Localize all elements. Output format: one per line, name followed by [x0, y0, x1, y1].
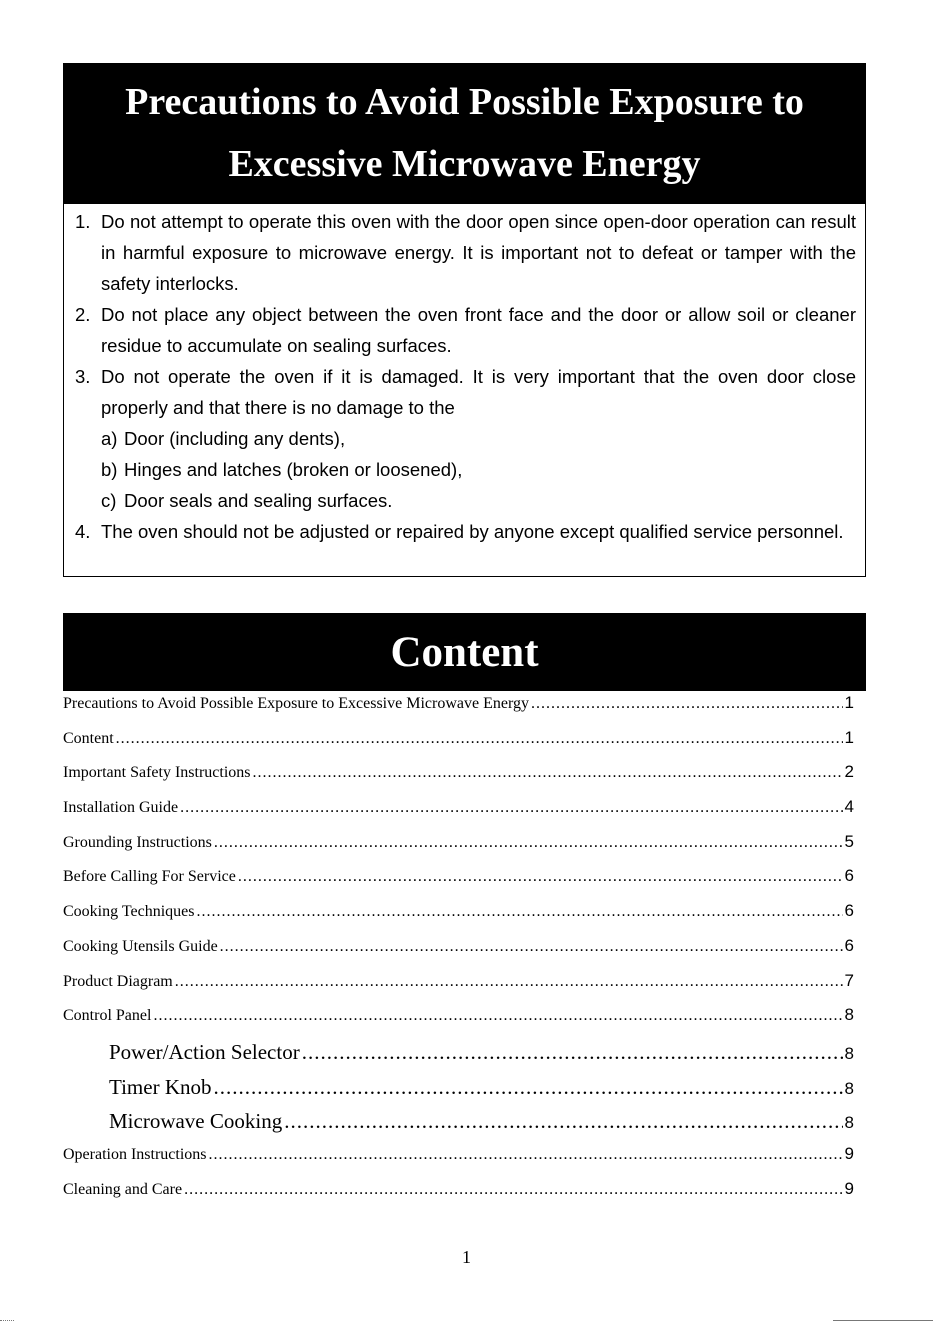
- toc-entry-page: 9: [844, 1143, 854, 1163]
- toc-entry-title: Installation Guide: [63, 799, 179, 817]
- toc-entry[interactable]: [63, 728, 854, 763]
- toc-entry[interactable]: [63, 901, 854, 936]
- subitem-text: Hinges and latches (broken or loosened),: [124, 459, 463, 480]
- toc-leader-dots: [531, 695, 843, 713]
- toc-subentry[interactable]: [63, 1075, 854, 1110]
- toc-entry[interactable]: [63, 1179, 854, 1214]
- toc-entry-page: 6: [844, 935, 854, 955]
- precautions-title-banner: [63, 63, 866, 204]
- toc-leader-dots: [209, 1146, 843, 1164]
- scan-edge-mark-left: [0, 1320, 14, 1321]
- toc-entry-page: 8: [844, 1113, 854, 1133]
- toc-entry-title: Power/Action Selector: [109, 1039, 300, 1064]
- page-number: 1: [462, 1247, 471, 1267]
- toc-entry-page: 1: [844, 693, 854, 712]
- precaution-item-3: [64, 361, 856, 516]
- toc-entry[interactable]: [63, 797, 854, 832]
- subitem-label: a): [101, 428, 118, 449]
- toc-entry-page: 6: [844, 866, 854, 886]
- toc-leader-dots: [220, 938, 843, 956]
- toc-entry-page: 4: [844, 797, 854, 817]
- toc-entry-page: 5: [844, 831, 854, 851]
- toc-entry[interactable]: [63, 762, 854, 797]
- table-of-contents: [63, 693, 854, 1213]
- toc-entry[interactable]: [63, 1005, 854, 1040]
- scan-edge-mark-right: [833, 1320, 933, 1321]
- precaution-number: 4.: [75, 521, 91, 542]
- toc-entry[interactable]: [63, 693, 854, 728]
- toc-leader-dots: [214, 1075, 843, 1100]
- toc-entry-page: 8: [844, 1043, 854, 1063]
- precaution-text: The oven should not be adjusted or repaired by anyone except qualified service personnel.: [101, 521, 844, 542]
- toc-leader-dots: [238, 868, 843, 886]
- precaution-item-2: [64, 299, 856, 361]
- subitem-label: c): [101, 490, 117, 511]
- subitem-label: b): [101, 459, 118, 480]
- toc-entry-title: Product Diagram: [63, 972, 173, 990]
- toc-subentry[interactable]: [63, 1040, 854, 1075]
- precaution-item-4: [64, 516, 856, 547]
- toc-entry-page: 2: [844, 762, 854, 782]
- precaution-subitem-b: [101, 454, 856, 485]
- toc-entry-title: Important Safety Instructions: [63, 764, 251, 782]
- toc-leader-dots: [214, 834, 843, 852]
- toc-entry-title: Before Calling For Service: [63, 868, 236, 886]
- toc-entry-title: Operation Instructions: [63, 1145, 207, 1163]
- toc-leader-dots: [302, 1040, 843, 1065]
- precaution-text: Do not place any object between the oven front face and the door or allow soil or cleaner residue to accumulate on sealing surfaces.: [101, 304, 856, 356]
- toc-leader-dots: [196, 903, 842, 921]
- toc-entry-title: Cleaning and Care: [63, 1180, 183, 1198]
- toc-entry-page: 1: [844, 727, 854, 747]
- toc-entry-page: 6: [844, 901, 854, 921]
- toc-entry-title: Content: [63, 729, 114, 747]
- toc-entry-page: 7: [844, 970, 854, 990]
- toc-leader-dots: [153, 1007, 842, 1025]
- precaution-text: Do not operate the oven if it is damaged. It is very important that the oven door close properly and that there is no damage to the: [101, 366, 856, 418]
- toc-entry-page: 9: [844, 1178, 854, 1198]
- precautions-title-line2: Excessive Microwave Energy: [228, 143, 701, 185]
- content-heading-banner: [63, 613, 866, 691]
- toc-entry[interactable]: [63, 866, 854, 901]
- precaution-subitem-a: [101, 423, 856, 454]
- toc-leader-dots: [116, 730, 843, 748]
- toc-entry-page: 8: [844, 1005, 854, 1025]
- toc-entry-title: Grounding Instructions: [63, 833, 212, 851]
- toc-subentry[interactable]: [63, 1109, 854, 1144]
- precaution-text: Do not attempt to operate this oven with the door open since open-door operation can result in harmful exposure to microwave energy. It is important not to defeat or tamper with the safety interlocks.: [101, 211, 856, 294]
- precautions-box: [63, 204, 866, 577]
- toc-leader-dots: [180, 799, 842, 817]
- toc-entry-title: Cooking Utensils Guide: [63, 937, 218, 955]
- toc-entry-title: Control Panel: [63, 1007, 152, 1025]
- subitem-text: Door (including any dents),: [124, 428, 346, 449]
- precaution-number: 3.: [75, 366, 91, 387]
- toc-leader-dots: [253, 764, 843, 782]
- precaution-number: 2.: [75, 304, 91, 325]
- toc-leader-dots: [184, 1181, 842, 1199]
- precaution-item-1: [64, 206, 856, 299]
- toc-entry-title: Timer Knob: [109, 1074, 212, 1099]
- toc-leader-dots: [175, 973, 843, 991]
- toc-entry-title: Cooking Techniques: [63, 903, 195, 921]
- precaution-subitem-c: [101, 485, 856, 516]
- precautions-list: [64, 206, 856, 547]
- toc-entry[interactable]: [63, 936, 854, 971]
- toc-entry-title: Microwave Cooking: [109, 1109, 283, 1134]
- precautions-title-line1: Precautions to Avoid Possible Exposure to: [125, 81, 804, 123]
- toc-entry[interactable]: [63, 1144, 854, 1179]
- precaution-number: 1.: [75, 211, 91, 232]
- toc-entry-page: 8: [844, 1078, 854, 1098]
- toc-entry-title: Precautions to Avoid Possible Exposure to Excessive Microwave Energy: [63, 695, 529, 712]
- content-heading: Content: [390, 629, 539, 676]
- toc-entry[interactable]: [63, 971, 854, 1006]
- toc-entry[interactable]: [63, 832, 854, 867]
- subitem-text: Door seals and sealing surfaces.: [124, 490, 393, 511]
- toc-leader-dots: [284, 1109, 842, 1134]
